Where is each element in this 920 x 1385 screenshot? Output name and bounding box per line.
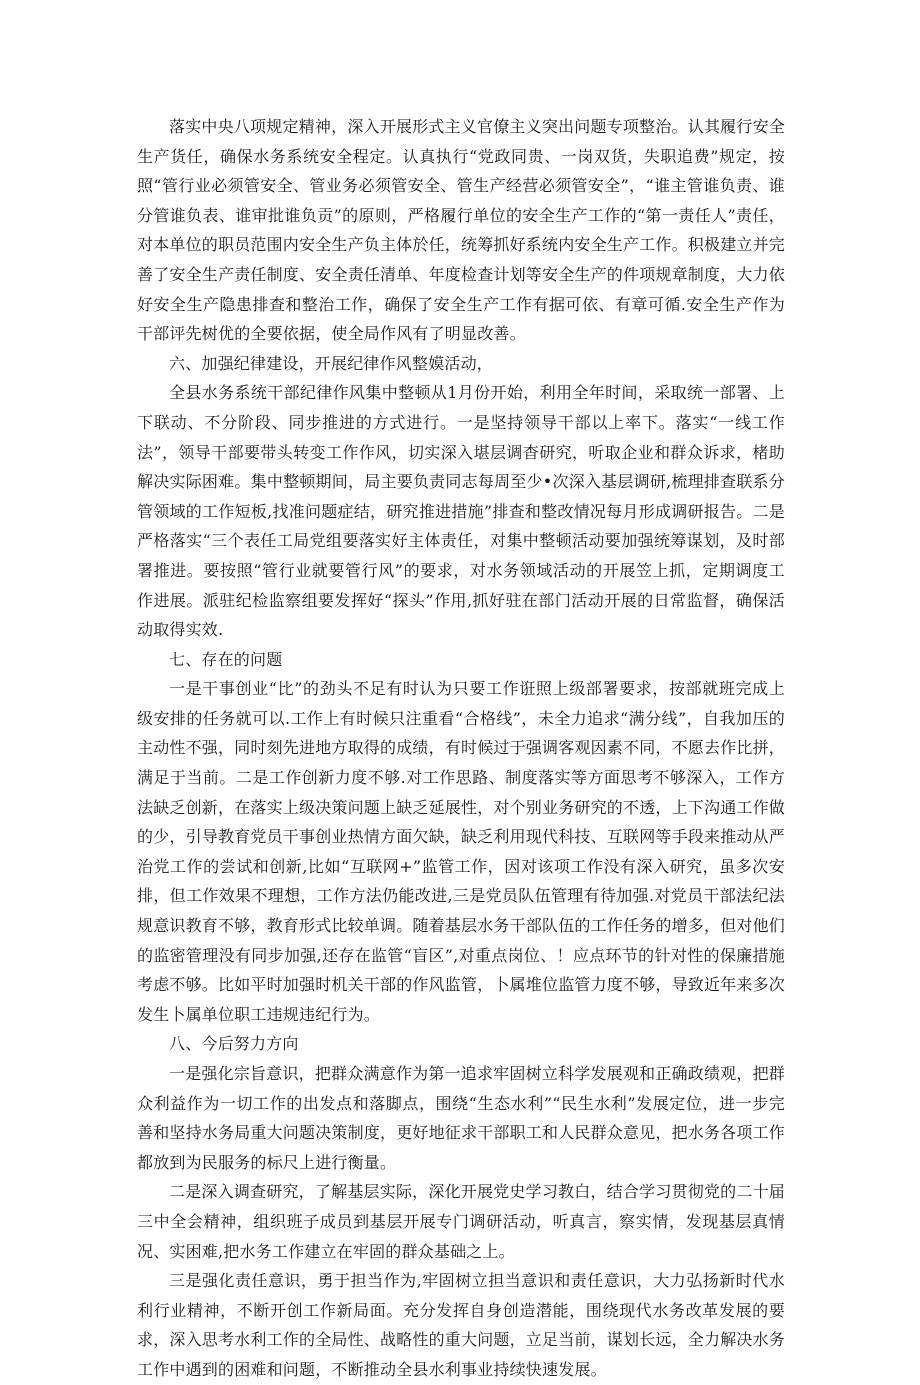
section-heading-discipline: 六、加强纪律建设，开展纪律作风整嫫活动， (169, 353, 494, 373)
paragraph-direction-responsibility: 三是强化责任意识，勇于担当作为,牢固树立担当意识和责任意识，大力弘扬新时代水利行业精神，不断开创工作新局面。充分发挥自身创造潜能，围绕现代水务改革发展的要求，深入思考水利工作的全局性、战略性的重大问题，立足当前，谋划长远，全力解决水务工作中遇到的困难和问题，不断推动全县水利事业持续快速发展。 (137, 1271, 786, 1379)
document-body (137, 112, 785, 1385)
section-heading-future-direction: 八、今后努力方向 (169, 1034, 299, 1054)
section-heading-problems: 七、存在的问题 (169, 649, 283, 669)
paragraph-direction-research: 二是深入调查研究，了解基层实际，深化开展党史学习教白，结合学习贯彻党的二十届三中全会精神，组织班子成员到基层开展专门调研活动，听真言，察实情，发现基层真情况、实困难,把水务工作建立在牢固的群众基础之上。 (137, 1182, 785, 1261)
paragraph-direction-purpose: 一是强化宗旨意识，把群众满意作为第一追求牢固树立科学发展观和正确政绩观，把群众利益作为一切工作的出发点和落脚点，围绕“生态水利”“民生水利”发展定位，进一步完善和坚持水务局重大问题决策制度，更好地征求干部职工和人民群众意见，把水务各项工作都放到为民服务的标尺上进行衡量。 (137, 1064, 786, 1172)
paragraph-discipline-rectification: 全县水务系统干部纪律作风集中整顿从1月份开始，利用全年时间，采取统一部署、上下联动、不分阶段、同步推进的方式进行。一是坚持领导干部以上率下。落实“一线工作法”，领导干部要带头转变工作作风，切实深入堪层调杳研究，听取企业和群众诉求，楮助解决实际困难。集中整顿期间，局主要负责同志每周至少•次深入基层调研,梳理排查联系分管领域的工作短板,找准问题症结，研究推进措施”排查和整改情况每月形成调研报告。二是严格落实“三个表任工局党组要落实好主体责任，对集中整顿活动要加强统筹谋划，及时部署推进。要按照“管行业就要管行风”的要求，对水务领域活动的开展笠上抓，定期调度工作进展。派驻纪检监察组要发挥好“探头”作用,抓好驻在部门活动开展的日常监督，确保活动取得实效. (137, 383, 785, 640)
paragraph-safety-responsibility: 落实中央八项规定精神，深入开展形式主义官僚主义突出问题专项整治。认其履行安全生产货任，确保水务系统安全程定。认真执行“党政同贵、一岗双货，失职追费”规定，按照“管行业必须管安全、管业务必须管安全、管生产经营必须管安全”，“谁主管谁负责、谁分管谁负表、谁审批谁负贡”的原则，严格履行单位的安全生产工作的“第一责任人”责任，对本单位的职员范围内安全生产负主体於任，统筹抓好系统内安全生产工作。积极建立并完善了安全生产责任制度、安全责任清单、年度检查计划等安全生产的件项规章制度，大力依好安全生产隐患排查和整治工作，确保了安全生产工作有据可依、有章可循.安全生产作为干部评先树优的全要依据，使全局作风有了明显改善。 (137, 117, 786, 344)
paragraph-existing-problems: 一是干事创业“比”的劲头不足有时认为只要工作诳照上级部署要求，按部就班完成上级安排的任务就可以.工作上有时候只注重看“合格线”，未全力追求“满分线”，自我加压的主动性不强，同时刻先进地方取得的成绩，有时候过于强调客观因素不同，不愿去作比拼，满足于当前。二是工作创新力度不够.对工作思路、制度落实等方面思考不够深入，工作方法缺乏创新，在落实上级决策问题上缺乏延展性，对个别业务研究的不透，上下沟通工作做的少，引导教育党员干事创业热情方面欠缺，缺乏利用现代科技、互联网等手段来推动从严治党工作的尝试和创新,比如“互联网+”监管工作，因对该项工作没有深入研究，虽多次安排，但工作效果不理想，工作方法仍能改进,三是党员队伍管理有待加强.对党员干部法纪法规意识教育不够，教育形式比较单调。随着基层水务干部队伍的工作任务的增多，但对他们的监密管理没有同步加强,还存在监管“盲区”,对重点岗位、！应点环节的针对性的保廉措施考虑不够。比如平时加强时机关干部的作风监管，卜属堆位监管力度不够，导致近年来多次发生卜属单位职工违规违纪行为。 (137, 679, 786, 1024)
